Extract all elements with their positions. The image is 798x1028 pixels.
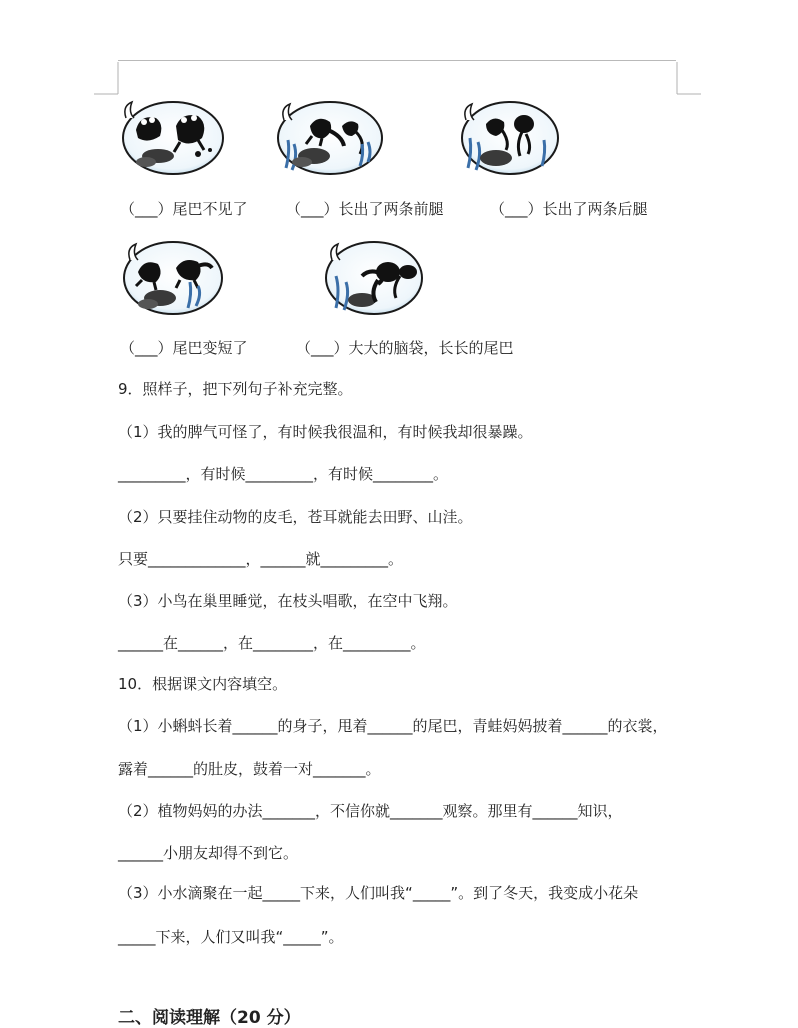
q10-line-1: （1）小蝌蚪长着______的身子，甩着______的尾巴，青蛙妈妈披着______的衣裳， — [118, 717, 668, 735]
tadpole-long-tail-icon — [322, 236, 426, 322]
q9-answer-2: 只要_____________，______就_________。 — [118, 550, 404, 568]
q10-title: 10．根据课文内容填空。 — [118, 675, 288, 693]
tadpole-back-legs-icon — [458, 96, 562, 182]
section-2-heading: 二、阅读理解（20 分） — [118, 1008, 301, 1028]
q9-example-1: （1）我的脾气可怪了，有时候我很温和，有时候我却很暴躁。 — [118, 423, 533, 441]
header-rule — [118, 60, 676, 61]
stage-label-long-tail: （___）大大的脑袋，长长的尾巴 — [296, 339, 514, 357]
q10-line-3: （2）植物妈妈的办法_______，不信你就_______观察。那里有______知识， — [118, 802, 623, 820]
tadpole-short-tail-icon — [120, 236, 226, 322]
q10-line-6: _____下来，人们又叫我“_____”。 — [118, 928, 344, 946]
q9-example-3: （3）小鸟在巢里睡觉，在枝头唱歌，在空中飞翔。 — [118, 592, 458, 610]
q9-answer-3: ______在______，在________，在_________。 — [118, 634, 426, 652]
stage-label-back-legs: （___）长出了两条后腿 — [490, 200, 648, 218]
q9-answer-1: _________，有时候_________，有时候________。 — [118, 465, 449, 483]
stage-label-short-tail: （___）尾巴变短了 — [120, 339, 248, 357]
q10-line-2: 露着______的肚皮，鼓着一对_______。 — [118, 760, 381, 778]
tadpole-front-legs-icon — [272, 96, 386, 182]
q9-title: 9．照样子，把下列句子补充完整。 — [118, 380, 353, 398]
stage-label-front-legs: （___）长出了两条前腿 — [286, 200, 444, 218]
page-corner-mark-right — [676, 62, 702, 96]
q9-example-2: （2）只要挂住动物的皮毛，苍耳就能去田野、山洼。 — [118, 508, 473, 526]
q10-line-5: （3）小水滴聚在一起_____下来，人们叫我“_____”。到了冬天，我变成小花朵 — [118, 884, 639, 902]
frog-stage-icon — [118, 96, 228, 182]
q10-line-4: ______小朋友却得不到它。 — [118, 844, 299, 862]
stage-label-tail-gone: （___）尾巴不见了 — [120, 200, 248, 218]
page-corner-mark-left — [94, 62, 120, 96]
